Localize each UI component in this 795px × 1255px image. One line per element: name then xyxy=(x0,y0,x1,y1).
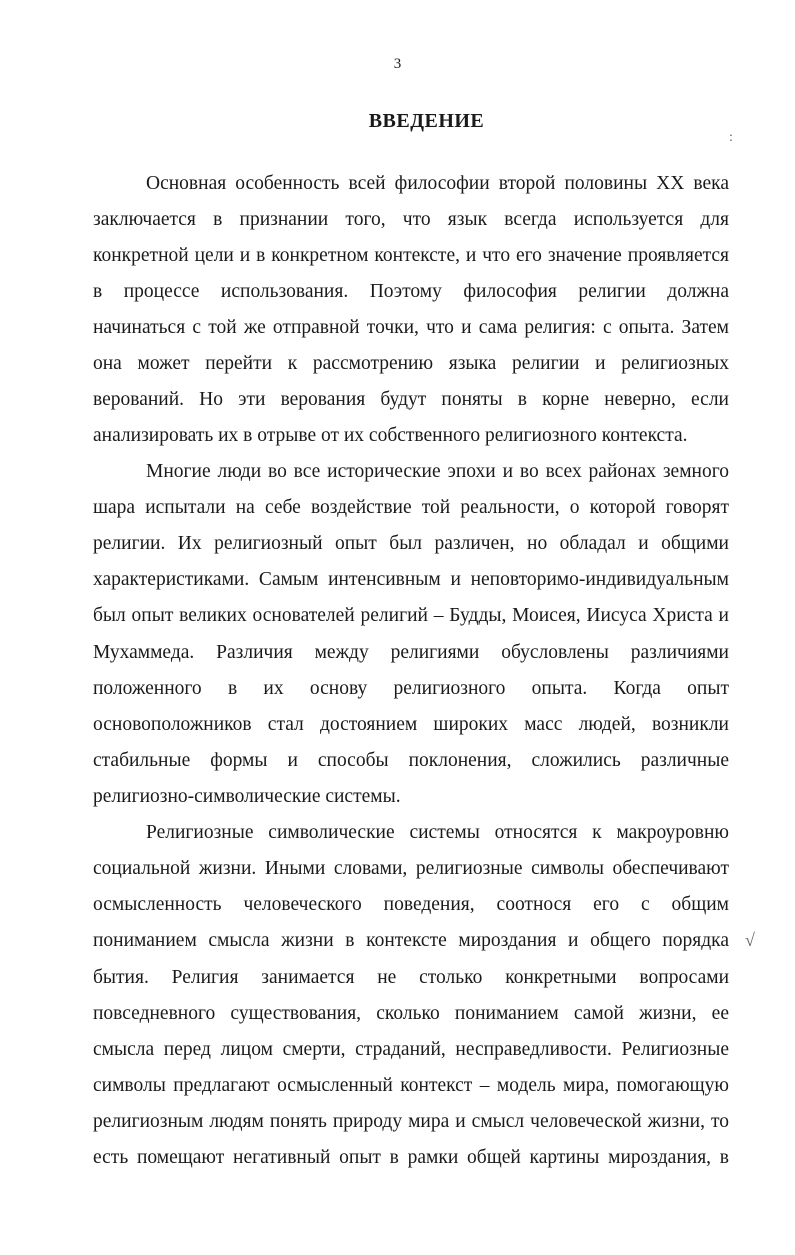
text-line: положенного в их основу религиозного опыта. Когда опыт xyxy=(93,678,729,699)
text-line: основоположников стал достоянием широких масс людей, возникли xyxy=(93,714,729,735)
margin-mark: : xyxy=(729,130,733,145)
text-line: пониманием смысла жизни в контексте мироздания и общего порядка xyxy=(93,930,729,951)
text-line: в процессе использования. Поэтому философия религии должна xyxy=(93,281,729,302)
text-line: анализировать их в отрыве от их собственного религиозного контекста. xyxy=(93,425,688,446)
text-line: бытия. Религия занимается не столько конкретными вопросами xyxy=(93,967,729,988)
text-line: повседневного существования, сколько пониманием самой жизни, ее xyxy=(93,1003,729,1024)
text-line: конкретной цели и в конкретном контексте, и что его значение проявляется xyxy=(93,245,729,266)
text-line: был опыт великих основателей религий – Будды, Моисея, Иисуса Христа и xyxy=(93,605,729,626)
checkmark-icon: √ xyxy=(745,930,755,950)
page-number: 3 xyxy=(393,56,402,72)
text-line: смысла перед лицом смерти, страданий, несправедливости. Религиозные xyxy=(93,1039,729,1060)
text-line: Многие люди во все исторические эпохи и во всех районах земного xyxy=(146,461,729,482)
text-line: характеристиками. Самым интенсивным и неповторимо-индивидуальным xyxy=(93,569,729,590)
text-line: стабильные формы и способы поклонения, сложились различные xyxy=(93,750,729,771)
text-line: шара испытали на себе воздействие той реальности, о которой говорят xyxy=(93,497,729,518)
text-line: религии. Их религиозный опыт был различен, но обладал и общими xyxy=(93,533,729,554)
section-heading: ВВЕДЕНИЕ xyxy=(368,110,485,132)
text-line: социальной жизни. Иными словами, религиозные символы обеспечивают xyxy=(93,858,729,879)
text-line: религиозным людям понять природу мира и смысл человеческой жизни, то xyxy=(93,1111,729,1132)
text-line: осмысленность человеческого поведения, соотнося его с общим xyxy=(93,894,729,915)
text-line: заключается в признании того, что язык всегда используется для xyxy=(93,209,729,230)
text-line: верований. Но эти верования будут поняты в корне неверно, если xyxy=(93,389,729,410)
text-line: религиозно-символические системы. xyxy=(93,786,401,807)
text-line: Мухаммеда. Различия между религиями обусловлены различиями xyxy=(93,642,729,663)
text-line: начинаться с той же отправной точки, что и сама религия: с опыта. Затем xyxy=(93,317,729,338)
text-line: она может перейти к рассмотрению языка религии и религиозных xyxy=(93,353,729,374)
text-line: символы предлагают осмысленный контекст – модель мира, помогающую xyxy=(93,1075,729,1096)
text-line: Основная особенность всей философии второй половины XX века xyxy=(146,173,729,194)
text-line: Религиозные символические системы относятся к макроуровню xyxy=(146,822,729,843)
text-line: есть помещают негативный опыт в рамки общей картины мироздания, в xyxy=(93,1147,729,1168)
